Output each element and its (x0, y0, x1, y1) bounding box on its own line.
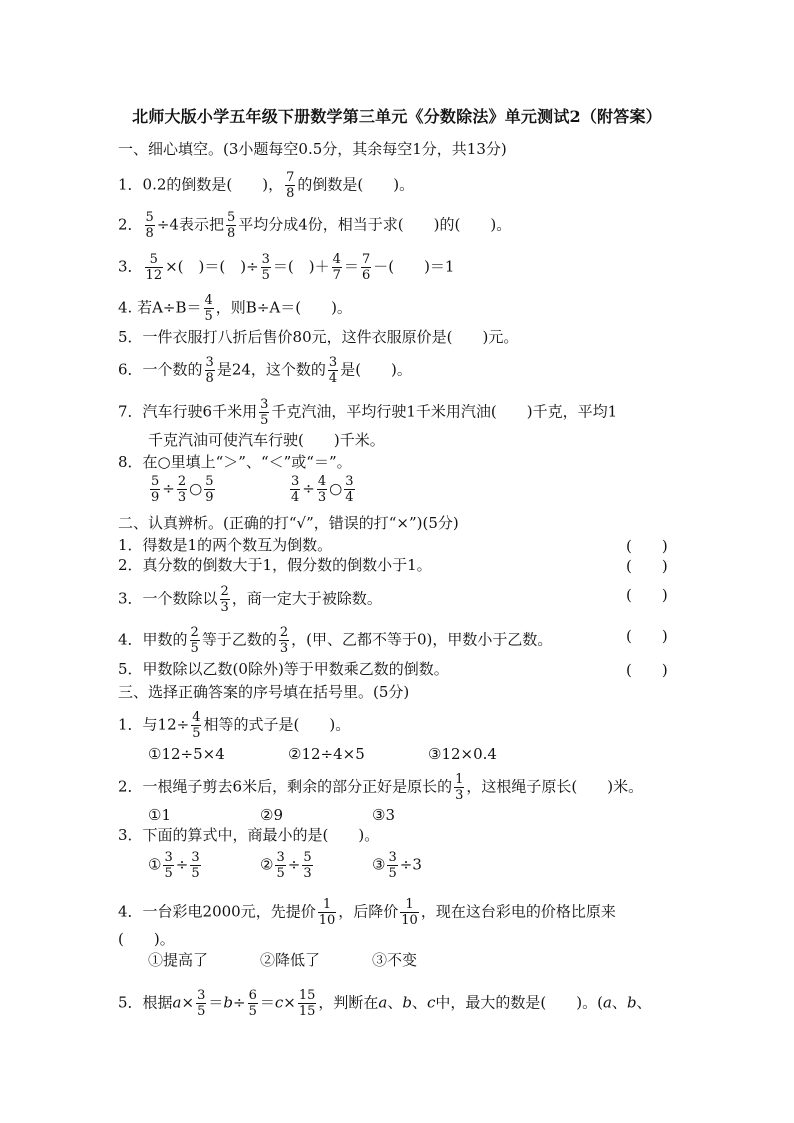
fill-q7: 7．汽车行驶6千米用 $\frac{3}{5}$ 千克汽油，平均行驶1千米用汽油( )千克，平均1 (118, 397, 618, 428)
judge-q5: 5．甲数除以乙数(0除外)等于甲数乘乙数的倒数。 (118, 660, 449, 678)
fraction: $\frac{3}{4}$ (291, 474, 300, 505)
answer-paren[interactable]: ( ) (626, 537, 668, 555)
fraction: $\frac{1}{10}$ (401, 897, 418, 928)
choice-q2: 2．一根绳子剪去6米后，剩余的部分正好是原长的 $\frac{1}{3}$ ，这根绳子原长( )米。 (118, 772, 644, 803)
fill-q1: 1．0.2的倒数是( )， $\frac{7}{8}$ 的倒数是( )。 (118, 170, 415, 201)
choice-q3: 3．下面的算式中，商最小的是( )。 (118, 826, 380, 844)
fraction: $\frac{3}{4}$ (328, 355, 338, 386)
section-judge-heading: 二、认真辨析。(正确的打“√”，错误的打“×”)(5分) (118, 514, 459, 532)
fraction: $\frac{7}{6}$ (361, 252, 371, 283)
fraction: $\frac{5}{3}$ (303, 850, 312, 881)
fraction: $\frac{2}{3}$ (220, 584, 229, 615)
fraction: $\frac{4}{7}$ (332, 252, 341, 283)
judge-q4: 4．甲数的 $\frac{2}{5}$ 等于乙数的 $\frac{2}{3}$ ，(甲、乙都不等于0)，甲数小于乙数。 (118, 625, 553, 656)
compare-circle[interactable]: ○ (189, 479, 203, 498)
choice-q3-option-3[interactable]: ③ $\frac{3}{5}$ ÷3 (372, 850, 422, 881)
choice-q4-option-1[interactable]: ①提高了 (148, 951, 209, 969)
fill-q2: 2． $\frac{5}{8}$ ÷4表示把 $\frac{5}{8}$ 平均分成4份，相当于求( )的( )。 (118, 210, 512, 241)
fraction: $\frac{5}{8}$ (145, 210, 154, 241)
fraction: $\frac{3}{8}$ (205, 355, 214, 386)
choice-q5: 5．根据a× $\frac{3}{5}$ ＝b÷ $\frac{6}{5}$ ＝c× $\frac{15}{15}$ ，判断在a、b、c中，最大的数是( )。(a、b、 (118, 988, 652, 1019)
fraction: $\frac{5}{12}$ (145, 252, 163, 283)
fraction: $\frac{1}{3}$ (455, 772, 464, 803)
choice-q1-option-2[interactable]: ②12÷4×5 (288, 745, 365, 763)
choice-q1: 1．与12÷ $\frac{4}{5}$ 相等的式子是( )。 (118, 710, 351, 741)
choice-q2-option-3[interactable]: ③3 (372, 806, 395, 824)
fraction: $\frac{3}{5}$ (276, 850, 285, 881)
fraction: $\frac{3}{5}$ (191, 850, 200, 881)
judge-q3: 3．一个数除以 $\frac{2}{3}$ ，商一定大于被除数。 (118, 584, 382, 615)
fraction: $\frac{1}{10}$ (318, 897, 336, 928)
choice-q4-option-3[interactable]: ③不变 (372, 951, 418, 969)
fraction: $\frac{5}{8}$ (226, 210, 236, 241)
fraction: $\frac{4}{5}$ (192, 710, 201, 741)
answer-paren[interactable]: ( ) (626, 557, 668, 575)
section-choice-heading: 三、选择正确答案的序号填在括号里。(5分) (118, 683, 410, 701)
fraction: $\frac{3}{5}$ (164, 850, 173, 881)
fill-q3: 3． $\frac{5}{12}$ ×( )＝( )÷ $\frac{3}{5}$ ＝( )＋ $\frac{4}{7}$ ＝ $\frac{7}{6}$ －( )＝1 (118, 252, 455, 283)
compare-circle[interactable]: ○ (329, 479, 343, 498)
fraction: $\frac{2}{3}$ (177, 474, 187, 505)
fraction: $\frac{6}{5}$ (248, 988, 257, 1019)
choice-q4: 4．一台彩电2000元，先提价 $\frac{1}{10}$ ，后降价 $\frac{1}{10}$ ，现在这台彩电的价格比原来 (118, 897, 616, 928)
choice-q4-option-2[interactable]: ②降低了 (260, 951, 321, 969)
answer-paren[interactable]: ( ) (626, 627, 668, 645)
fraction: $\frac{4}{5}$ (204, 293, 213, 324)
fraction: $\frac{2}{3}$ (279, 625, 289, 656)
fraction: $\frac{3}{5}$ (261, 252, 270, 283)
fill-q4: 4. 若A÷B＝ $\frac{4}{5}$ ，则B÷A＝( )。 (118, 293, 352, 324)
choice-q2-option-2[interactable]: ②9 (260, 806, 283, 824)
answer-paren[interactable]: ( ) (626, 661, 668, 679)
fill-q6: 6．一个数的 $\frac{3}{8}$ 是24，这个数的 $\frac{3}{4}$ 是( )。 (118, 355, 412, 386)
choice-q1-option-3[interactable]: ③12×0.4 (428, 745, 497, 763)
compare-expr-2: $\frac{3}{4}$ ÷ $\frac{4}{3}$ ○ $\frac{3}{4}$ (291, 474, 354, 505)
page-title: 北师大版小学五年级下册数学第三单元《分数除法》单元测试2（附答案） (132, 107, 662, 126)
fraction: $\frac{15}{15}$ (298, 988, 316, 1019)
choice-q4-cont: ( )。 (118, 930, 175, 948)
fraction: $\frac{7}{8}$ (286, 170, 295, 201)
choice-q1-option-1[interactable]: ①12÷5×4 (148, 745, 225, 763)
fill-q7-cont: 千克汽油可使汽车行驶( )千米。 (148, 431, 385, 449)
fraction: $\frac{5}{9}$ (151, 474, 160, 505)
choice-q2-option-1[interactable]: ①1 (148, 806, 171, 824)
choice-q3-option-1[interactable]: ① $\frac{3}{5}$ ÷ $\frac{3}{5}$ (148, 850, 200, 881)
fraction: $\frac{3}{5}$ (388, 850, 397, 881)
section-fill-heading: 一、细心填空。(3小题每空0.5分，其余每空1分，共13分) (118, 140, 507, 158)
fraction: $\frac{3}{4}$ (345, 474, 354, 505)
compare-expr-1: $\frac{5}{9}$ ÷ $\frac{2}{3}$ ○ $\frac{5}{9}$ (151, 474, 214, 505)
fraction: $\frac{4}{3}$ (317, 474, 327, 505)
judge-q2: 2．真分数的倒数大于1，假分数的倒数小于1。 (118, 556, 432, 574)
fraction: $\frac{5}{9}$ (205, 474, 214, 505)
fraction: $\frac{3}{5}$ (260, 397, 269, 428)
fill-q5: 5．一件衣服打八折后售价80元，这件衣服原价是( )元。 (118, 328, 519, 346)
fill-q8: 8．在○里填上“＞”、“＜”或“＝”。 (118, 453, 352, 471)
choice-q3-option-2[interactable]: ② $\frac{3}{5}$ ÷ $\frac{5}{3}$ (260, 850, 312, 881)
answer-paren[interactable]: ( ) (626, 586, 668, 604)
fraction: $\frac{3}{5}$ (197, 988, 206, 1019)
fraction: $\frac{2}{5}$ (190, 625, 199, 656)
judge-q1: 1．得数是1的两个数互为倒数。 (118, 536, 333, 554)
